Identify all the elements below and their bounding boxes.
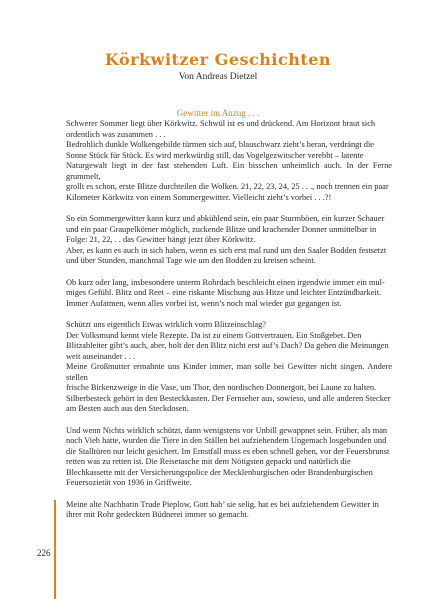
text-line: noch Vieh hatte, wurden die Tiere in den Ställen bei aufziehendem Ungemach losgebunden und [66,436,387,445]
text-line: Ob kurz oder lang, insbesondere unterm Rohrdach beschleicht einen irgendwie immer ein mul- [66,277,385,287]
text-line: Meine alte Nachbarin Trude Pieplow, Gott hab’ sie selig, hat es bei aufziehendem Gewitter in [66,499,379,509]
page-title: Körkwitzer Geschichten [104,50,332,69]
text-line: Feuersozietät von 1936 in Griffweite. [66,478,192,487]
paragraph [66,320,392,415]
text-line: Folge: 21, 22, . . das Gewitter hängt jetzt über Körkwitz. [66,235,256,244]
margin-rule [54,500,56,599]
paragraph [66,214,392,267]
text-line: ihrer mit Rohr gedeckten Büdnerei immer so gemacht. [66,510,249,519]
article-body [66,119,392,532]
paragraph [66,278,392,310]
text-line: frische Birkenzweige in die Vase, um Thor, den nordischen Donnergott, bei Laune zu halten. [66,383,377,392]
text-line: Blitzableiter gibt’s auch, aber, holt der den Blitz nicht erst auf’s Dach? Da gehen die Meinungen [66,341,389,350]
text-line: Immer Aufatmen, wenn alles vorbei ist, wenn’s noch mal wieder gut gegangen ist. [66,298,342,308]
text-line: Aber, es kann es auch in sich haben, wenn es sich erst mal rund um den Saaler Bodden festsetzt [66,245,387,255]
text-line: Naturgewalt liegt in der fast stehenden Luft. Ein bisschen unheimlich auch. In der Ferne grummelt, [66,161,392,181]
text-line: am Besten auch aus den Steckdosen. [66,404,189,413]
paragraph [66,119,392,203]
text-line: Schützt uns eigentlich Etwas wirklich vorm Blitzeinschlag? [66,320,267,329]
text-line: retten was zu retten ist. Die Reisetasche mit dem Nötigsten gepackt und natürlich die [66,457,351,466]
text-line: Der Volksmund kennt viele Rezepte. Da ist zu einem Gottvertrauen. Ein Stoßgebet. Den [66,330,362,340]
text-line: miges Gefühl. Blitz und Reet – eine riskante Mischung aus Hitze und leichter Entzündbarkeit. [66,288,382,297]
section-title: Gewitter im Anzug . . . [176,108,260,118]
text-line: und über Stunden, manchmal Tage wie um den Bodden zu kreisen scheint. [66,256,316,265]
text-line: grollt es schon, erste Blitze durchteilen die Wolken. 21, 22, 23, 24, 25 . . ., noch trennen ein paar [66,182,389,191]
text-line: die Stalltüren nur leicht gesichert. Im Ernstfall muss es eben schnell gehen, vor der Feuersbrunst [66,446,390,456]
text-line: weit auseinander . . . [66,351,136,361]
paragraph [66,500,392,521]
page-number: 226 [37,548,51,558]
text-line: Meine Großmutter ermahnte uns Kinder immer, man solle bei Gewitter nicht singen. Andere stellen [66,362,392,382]
text-line: Sonne Stück für Stück. Es wird merkwürdig still, das Vogelgezwitscher verebbt – latente [66,150,364,160]
text-line: und ein paar Graupelkörner möglich, zuckende Blitze und krachender Donner unmittelbar in [66,224,377,234]
text-line: Und wenn Nichts wirklich schützt, dann wenigstens vor Unbill gewappnet sein. Früher, als man [66,425,388,435]
text-line: ordentlich was zusammen . . . [66,129,166,139]
text-line: Bedrohlich dunkle Wolkengebilde türmen sich auf, blauschwarz zieht’s heran, verdrängt die [66,140,375,149]
paragraph [66,426,392,489]
author-byline: Von Andreas Dietzel [178,72,258,82]
text-line: Silberbesteck gehört in den Besteckkasten. Der Fernseher aus, sowieso, und alle anderen Stecker [66,393,391,403]
text-line: So ein Sommergewitter kann kurz und abkühlend sein, ein paar Sturmböen, ein kurzer Schauer [66,214,385,223]
text-line: Kilometer Körkwitz von einem Sommergewitter. Vielleicht zieht’s vorbei . . .?! [66,192,332,202]
text-line: Schwerer Sommer liegt über Körkwitz. Schwül ist es und drückend. Am Horizont braut sich [66,119,376,128]
text-line: Blechkassette mit der Versicherungspolice der Mecklenburgischen oder Brandenburgischen [66,467,373,477]
